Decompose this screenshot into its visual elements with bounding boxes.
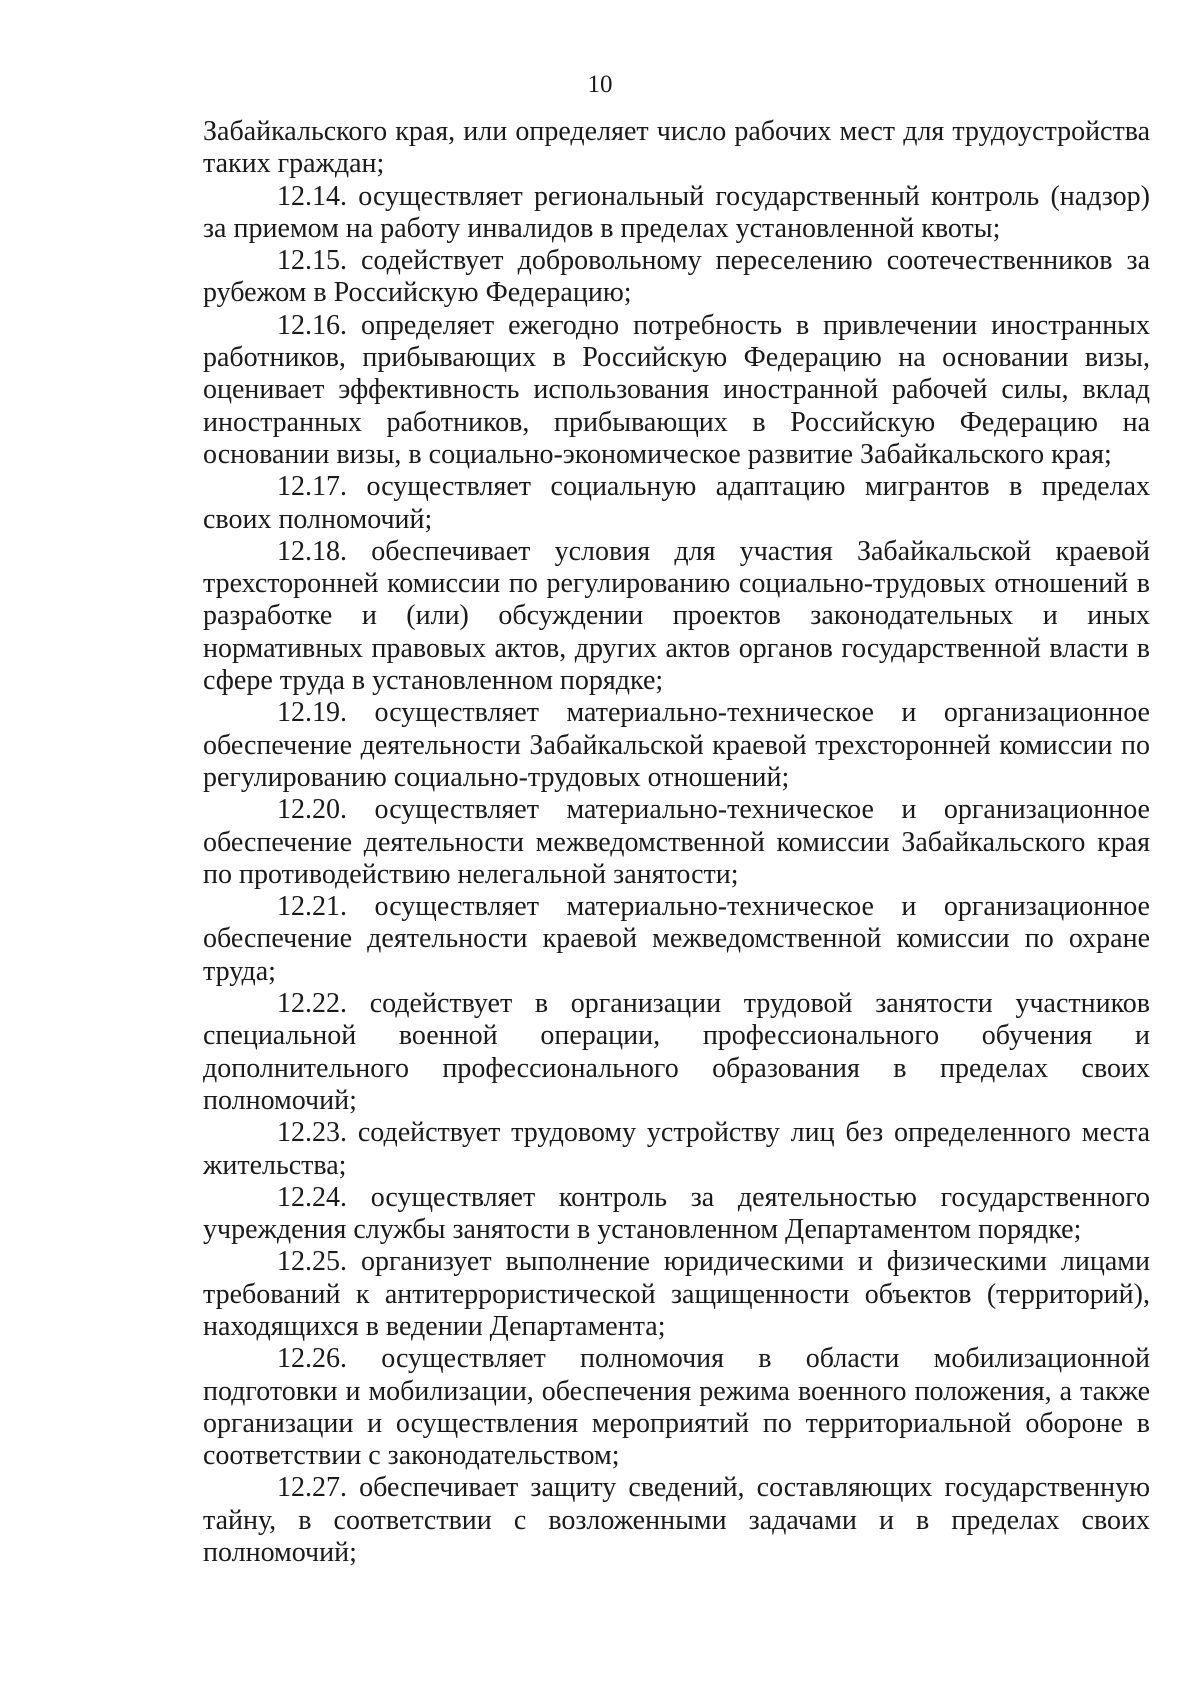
paragraph-12-24: 12.24. осуществляет контроль за деятельностью государственного учреждения службы занятости в установленном Департаментом порядке; <box>203 1181 1150 1246</box>
paragraph-12-16: 12.16. определяет ежегодно потребность в привлечении иностранных работников, прибывающих в Российскую Федерацию на основании визы, оценивает эффективность использования иностранной рабочей силы, вклад иностранных работников, прибывающих в Российскую Федерацию на основании визы, в социально-экономическое развитие Забайкальского края; <box>203 309 1150 470</box>
paragraph-continuation: Забайкальского края, или определяет число рабочих мест для трудоустройства таких граждан; <box>203 116 1150 180</box>
paragraph-12-23: 12.23. содействует трудовому устройству лиц без определенного места жительства; <box>203 1117 1150 1181</box>
paragraph-12-27: 12.27. обеспечивает защиту сведений, составляющих государственную тайну, в соответствии с возложенными задачами и в пределах своих полномочий; <box>203 1472 1150 1569</box>
paragraph-12-21: 12.21. осуществляет материально-техническое и организационное обеспечение деятельности краевой межведомственной комиссии по охране труда; <box>203 891 1150 987</box>
paragraph-12-26: 12.26. осуществляет полномочия в области мобилизационной подготовки и мобилизации, обеспечения режима военного положения, а также организации и осуществления мероприятий по территориальной обороне в соответствии с законодательством; <box>203 1343 1150 1472</box>
paragraph-12-20: 12.20. осуществляет материально-техническое и организационное обеспечение деятельности межведомственной комиссии Забайкальского края по противодействию нелегальной занятости; <box>203 794 1150 890</box>
paragraph-12-18: 12.18. обеспечивает условия для участия Забайкальской краевой трехсторонней комиссии по регулированию социально-трудовых отношений в разработке и (или) обсуждении проектов законодательных и иных нормативных правовых актов, других актов органов государственной власти в сфере труда в установленном порядке; <box>203 535 1150 697</box>
paragraph-12-14: 12.14. осуществляет региональный государственный контроль (надзор) за приемом на работу инвалидов в пределах установленной квоты; <box>203 180 1150 244</box>
paragraph-12-17: 12.17. осуществляет социальную адаптацию мигрантов в пределах своих полномочий; <box>203 471 1150 535</box>
page-number: 10 <box>587 71 613 98</box>
paragraph-12-19: 12.19. осуществляет материально-техническое и организационное обеспечение деятельности Забайкальской краевой трехсторонней комиссии по регулированию социально-трудовых отношений; <box>203 697 1150 793</box>
paragraph-12-25: 12.25. организует выполнение юридическими и физическими лицами требований к антитеррористической защищенности объектов (территорий), находящихся в ведении Департамента; <box>203 1246 1150 1342</box>
paragraph-12-15: 12.15. содействует добровольному переселению соотечественников за рубежом в Российскую Федерацию; <box>203 245 1150 309</box>
paragraph-12-22: 12.22. содействует в организации трудовой занятости участников специальной военной операции, профессионального обучения и дополнительного профессионального образования в пределах своих полномочий; <box>203 988 1150 1116</box>
document-body <box>203 116 1150 1569</box>
